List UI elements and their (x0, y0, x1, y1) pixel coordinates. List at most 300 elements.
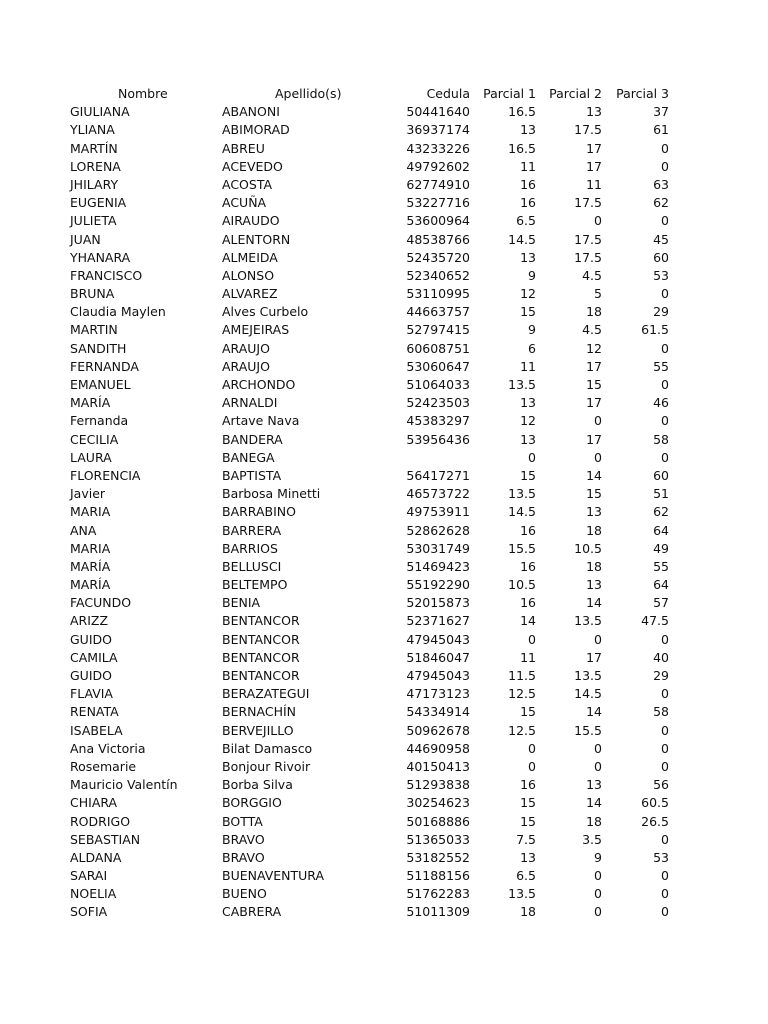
cell-parcial-1: 9 (528, 267, 536, 283)
cell-apellido: BERNACHÍN (222, 704, 297, 720)
cell-cedula: 62774910 (406, 176, 470, 192)
cell-cedula: 47173123 (406, 686, 470, 702)
table-row (0, 176, 768, 194)
cell-parcial-1: 16.5 (508, 104, 536, 120)
cell-parcial-2: 13 (586, 104, 602, 120)
table-row (0, 522, 768, 540)
cell-parcial-2: 0 (594, 758, 602, 774)
cell-cedula: 51762283 (406, 886, 470, 902)
cell-cedula: 52797415 (406, 322, 470, 338)
cell-parcial-1: 14 (520, 613, 536, 629)
cell-apellido: ARCHONDO (222, 377, 296, 392)
cell-nombre: SOFIA (70, 904, 108, 920)
cell-parcial-1: 13 (520, 431, 536, 447)
cell-apellido: BRAVO (222, 831, 265, 847)
table-row (0, 740, 768, 758)
cell-parcial-3: 0 (661, 213, 669, 229)
header-parcial-2: Parcial 2 (549, 86, 602, 101)
cell-cedula: 30254623 (406, 795, 470, 811)
cell-parcial-2: 14 (586, 467, 602, 483)
cell-apellido: CABRERA (222, 904, 282, 920)
cell-parcial-2: 18 (586, 304, 602, 320)
cell-apellido: BRAVO (222, 849, 265, 865)
table-row (0, 612, 768, 630)
cell-parcial-1: 13.5 (508, 377, 536, 392)
table-row (0, 103, 768, 121)
cell-parcial-3: 45 (653, 231, 669, 247)
cell-parcial-1: 16 (520, 176, 536, 192)
cell-parcial-1: 14.5 (508, 504, 536, 520)
cell-parcial-3: 61 (653, 122, 669, 138)
cell-cedula: 44663757 (406, 304, 470, 320)
cell-apellido: Artave Nava (222, 413, 300, 429)
cell-cedula: 53031749 (406, 540, 470, 556)
cell-parcial-3: 63 (653, 176, 669, 192)
cell-cedula: 47945043 (406, 668, 470, 683)
cell-nombre: Mauricio Valentín (70, 777, 178, 793)
table-row (0, 903, 768, 921)
cell-cedula: 55192290 (406, 577, 470, 593)
cell-nombre: MARIA (70, 504, 111, 520)
cell-apellido: BUENO (222, 886, 267, 902)
cell-parcial-1: 16 (520, 595, 536, 611)
cell-parcial-3: 60 (653, 467, 669, 483)
cell-parcial-3: 62 (653, 195, 669, 211)
header-nombre: Nombre (118, 86, 168, 101)
cell-cedula: 56417271 (406, 467, 470, 483)
grades-sheet (0, 85, 768, 922)
cell-nombre: JHILARY (70, 176, 119, 192)
cell-nombre: MARTÍN (70, 140, 118, 156)
cell-cedula: 53182552 (406, 849, 470, 865)
cell-parcial-2: 13.5 (574, 668, 602, 683)
cell-apellido: BELLUSCI (222, 558, 282, 574)
cell-apellido: ARNALDI (222, 395, 278, 411)
cell-parcial-1: 7.5 (516, 831, 536, 847)
cell-parcial-1: 12 (520, 286, 536, 302)
cell-parcial-1: 13 (520, 395, 536, 411)
cell-parcial-1: 13 (520, 849, 536, 865)
cell-apellido: BARRERA (222, 522, 282, 538)
table-row (0, 558, 768, 576)
cell-nombre: Claudia Maylen (70, 304, 166, 320)
table-row (0, 358, 768, 376)
cell-nombre: NOELIA (70, 886, 117, 902)
cell-nombre: JULIETA (70, 213, 117, 229)
cell-nombre: YHANARA (70, 249, 131, 265)
cell-parcial-3: 60.5 (641, 795, 669, 811)
cell-parcial-3: 46 (653, 395, 669, 411)
cell-parcial-1: 13 (520, 249, 536, 265)
cell-cedula: 51293838 (406, 777, 470, 793)
cell-cedula: 52862628 (406, 522, 470, 538)
cell-apellido: BENTANCOR (222, 649, 300, 665)
cell-nombre: Ana Victoria (70, 740, 146, 756)
cell-parcial-3: 0 (661, 722, 669, 738)
cell-apellido: BANDERA (222, 431, 283, 447)
cell-parcial-3: 0 (661, 868, 669, 884)
cell-cedula: 36937174 (406, 122, 470, 138)
cell-apellido: AIRAUDO (222, 213, 280, 229)
cell-parcial-2: 17 (586, 158, 602, 174)
table-row (0, 831, 768, 849)
cell-cedula: 51846047 (406, 649, 470, 665)
cell-cedula: 54334914 (406, 704, 470, 720)
cell-nombre: SANDITH (70, 340, 127, 356)
cell-nombre: RODRIGO (70, 813, 131, 829)
cell-parcial-2: 15 (586, 377, 602, 392)
cell-nombre: MARIA (70, 540, 111, 556)
cell-parcial-2: 0 (594, 904, 602, 920)
cell-parcial-2: 0 (594, 868, 602, 884)
cell-parcial-2: 10.5 (574, 540, 602, 556)
cell-parcial-1: 13.5 (508, 886, 536, 902)
table-row (0, 231, 768, 249)
cell-parcial-2: 13 (586, 777, 602, 793)
cell-parcial-3: 0 (661, 413, 669, 429)
table-row (0, 467, 768, 485)
table-row (0, 340, 768, 358)
cell-nombre: MARTIN (70, 322, 118, 338)
cell-parcial-1: 6 (528, 340, 536, 356)
cell-apellido: BANEGA (222, 449, 275, 465)
cell-parcial-1: 12 (520, 413, 536, 429)
cell-parcial-3: 0 (661, 340, 669, 356)
cell-parcial-2: 9 (594, 849, 602, 865)
cell-parcial-2: 13.5 (574, 613, 602, 629)
cell-apellido: Alves Curbelo (222, 304, 309, 320)
cell-parcial-3: 0 (661, 158, 669, 174)
cell-nombre: FACUNDO (70, 595, 132, 611)
table-row (0, 376, 768, 394)
cell-parcial-2: 12 (586, 340, 602, 356)
cell-parcial-3: 61.5 (641, 322, 669, 338)
cell-apellido: ARAUJO (222, 340, 270, 356)
table-row (0, 158, 768, 176)
cell-parcial-2: 17.5 (574, 231, 602, 247)
cell-parcial-3: 29 (653, 668, 669, 683)
cell-parcial-3: 0 (661, 140, 669, 156)
cell-parcial-1: 15.5 (508, 540, 536, 556)
cell-cedula: 50441640 (406, 104, 470, 120)
table-row (0, 885, 768, 903)
cell-parcial-1: 15 (520, 813, 536, 829)
cell-parcial-2: 3.5 (582, 831, 602, 847)
cell-parcial-2: 18 (586, 522, 602, 538)
cell-parcial-3: 47.5 (641, 613, 669, 629)
table-row (0, 776, 768, 794)
table-row (0, 576, 768, 594)
cell-nombre: FERNANDA (70, 358, 139, 374)
cell-parcial-2: 17 (586, 649, 602, 665)
cell-parcial-1: 13 (520, 122, 536, 138)
cell-nombre: MARÍA (70, 395, 111, 411)
table-row (0, 285, 768, 303)
cell-nombre: GUIDO (70, 668, 112, 683)
table-row (0, 431, 768, 449)
cell-cedula: 40150413 (406, 758, 470, 774)
cell-parcial-1: 15 (520, 467, 536, 483)
cell-apellido: ABIMORAD (222, 122, 290, 138)
cell-parcial-3: 0 (661, 377, 669, 392)
cell-parcial-3: 0 (661, 286, 669, 302)
table-row (0, 813, 768, 831)
cell-parcial-1: 18 (520, 904, 536, 920)
cell-parcial-2: 17.5 (574, 122, 602, 138)
cell-apellido: BENTANCOR (222, 613, 300, 629)
cell-parcial-3: 0 (661, 740, 669, 756)
table-row (0, 594, 768, 612)
cell-parcial-1: 11.5 (508, 668, 536, 683)
table-row (0, 540, 768, 558)
cell-parcial-3: 56 (653, 777, 669, 793)
cell-parcial-2: 15 (586, 486, 602, 502)
cell-parcial-2: 17 (586, 395, 602, 411)
cell-parcial-1: 13.5 (508, 486, 536, 502)
cell-apellido: BORGGIO (222, 795, 282, 811)
cell-parcial-3: 55 (653, 358, 669, 374)
cell-parcial-3: 53 (653, 849, 669, 865)
cell-nombre: LAURA (70, 449, 112, 465)
cell-apellido: BERVEJILLO (222, 722, 294, 738)
cell-nombre: MARÍA (70, 577, 111, 593)
cell-parcial-1: 11 (520, 358, 536, 374)
table-row (0, 412, 768, 430)
student-rows (0, 103, 768, 921)
cell-parcial-3: 64 (653, 577, 669, 593)
cell-cedula: 47945043 (406, 631, 470, 647)
cell-nombre: Javier (70, 486, 106, 502)
cell-cedula: 46573722 (406, 486, 470, 502)
cell-cedula: 51469423 (406, 558, 470, 574)
table-row (0, 194, 768, 212)
cell-apellido: BOTTA (222, 813, 263, 829)
table-row (0, 503, 768, 521)
cell-apellido: ABANONI (222, 104, 280, 120)
cell-nombre: ANA (70, 522, 97, 538)
cell-nombre: JUAN (70, 231, 101, 247)
cell-cedula: 51188156 (406, 868, 470, 884)
cell-cedula: 52423503 (406, 395, 470, 411)
cell-parcial-2: 0 (594, 449, 602, 465)
cell-cedula: 51365033 (406, 831, 470, 847)
cell-cedula: 53600964 (406, 213, 470, 229)
cell-parcial-3: 53 (653, 267, 669, 283)
table-row (0, 249, 768, 267)
cell-nombre: GIULIANA (70, 104, 130, 120)
cell-parcial-1: 6.5 (516, 213, 536, 229)
cell-parcial-3: 0 (661, 831, 669, 847)
cell-nombre: RENATA (70, 704, 119, 720)
cell-parcial-1: 15 (520, 704, 536, 720)
cell-apellido: BENTANCOR (222, 631, 300, 647)
cell-parcial-2: 13 (586, 577, 602, 593)
cell-parcial-2: 17.5 (574, 195, 602, 211)
cell-parcial-1: 11 (520, 158, 536, 174)
cell-parcial-3: 62 (653, 504, 669, 520)
cell-nombre: LORENA (70, 158, 121, 174)
cell-parcial-2: 0 (594, 631, 602, 647)
table-row (0, 212, 768, 230)
cell-nombre: GUIDO (70, 631, 112, 647)
cell-parcial-3: 37 (653, 104, 669, 120)
cell-parcial-2: 0 (594, 886, 602, 902)
cell-parcial-3: 26.5 (641, 813, 669, 829)
cell-apellido: BUENAVENTURA (222, 868, 325, 884)
cell-parcial-3: 49 (653, 540, 669, 556)
cell-parcial-3: 0 (661, 904, 669, 920)
table-row (0, 758, 768, 776)
cell-parcial-2: 0 (594, 740, 602, 756)
cell-apellido: Borba Silva (222, 777, 293, 793)
cell-nombre: Rosemarie (70, 758, 137, 774)
cell-parcial-1: 6.5 (516, 868, 536, 884)
header-row (0, 85, 768, 103)
cell-parcial-1: 10.5 (508, 577, 536, 593)
cell-apellido: ACOSTA (222, 176, 273, 192)
cell-parcial-1: 0 (528, 740, 536, 756)
cell-parcial-3: 0 (661, 449, 669, 465)
cell-parcial-3: 0 (661, 631, 669, 647)
table-row (0, 685, 768, 703)
cell-parcial-1: 9 (528, 322, 536, 338)
table-row (0, 485, 768, 503)
cell-parcial-2: 17.5 (574, 249, 602, 265)
table-row (0, 140, 768, 158)
cell-parcial-1: 0 (528, 758, 536, 774)
cell-nombre: ISABELA (70, 722, 123, 738)
cell-cedula: 53956436 (406, 431, 470, 447)
table-row (0, 267, 768, 285)
cell-nombre: SARAI (70, 868, 108, 884)
cell-apellido: BELTEMPO (222, 577, 288, 593)
cell-cedula: 45383297 (406, 413, 470, 429)
cell-parcial-1: 15 (520, 304, 536, 320)
cell-nombre: ALDANA (70, 849, 122, 865)
cell-apellido: Bonjour Rivoir (222, 758, 311, 774)
cell-apellido: BARRABINO (222, 504, 296, 520)
cell-apellido: ALMEIDA (222, 249, 278, 265)
cell-parcial-2: 4.5 (582, 322, 602, 338)
cell-parcial-1: 14.5 (508, 231, 536, 247)
cell-apellido: ALONSO (222, 267, 275, 283)
cell-nombre: YLIANA (70, 122, 115, 138)
cell-parcial-2: 0 (594, 413, 602, 429)
cell-parcial-3: 58 (653, 704, 669, 720)
cell-parcial-2: 18 (586, 558, 602, 574)
cell-parcial-2: 5 (594, 286, 602, 302)
cell-parcial-2: 13 (586, 504, 602, 520)
cell-parcial-2: 14.5 (574, 686, 602, 702)
cell-nombre: FLORENCIA (70, 467, 141, 483)
cell-parcial-2: 14 (586, 795, 602, 811)
table-row (0, 121, 768, 139)
cell-parcial-3: 0 (661, 758, 669, 774)
table-row (0, 649, 768, 667)
cell-cedula: 48538766 (406, 231, 470, 247)
header-apellido: Apellido(s) (275, 86, 342, 101)
cell-parcial-2: 17 (586, 358, 602, 374)
table-row (0, 449, 768, 467)
cell-cedula: 52015873 (406, 595, 470, 611)
cell-cedula: 50962678 (406, 722, 470, 738)
cell-nombre: BRUNA (70, 286, 115, 302)
cell-apellido: Bilat Damasco (222, 740, 313, 756)
table-row (0, 394, 768, 412)
cell-cedula: 51064033 (406, 377, 470, 392)
cell-nombre: SEBASTIAN (70, 831, 141, 847)
cell-apellido: AMEJEIRAS (222, 322, 290, 338)
cell-nombre: FLAVIA (70, 686, 113, 702)
header-cedula: Cedula (426, 86, 470, 101)
cell-apellido: ALENTORN (222, 231, 291, 247)
cell-apellido: BAPTISTA (222, 467, 282, 483)
table-row (0, 849, 768, 867)
cell-cedula: 44690958 (406, 740, 470, 756)
table-row (0, 794, 768, 812)
cell-cedula: 53227716 (406, 195, 470, 211)
cell-parcial-3: 57 (653, 595, 669, 611)
cell-parcial-1: 16 (520, 195, 536, 211)
cell-cedula: 43233226 (406, 140, 470, 156)
cell-apellido: ACUÑA (222, 195, 267, 211)
cell-parcial-2: 14 (586, 704, 602, 720)
cell-parcial-2: 18 (586, 813, 602, 829)
cell-nombre: EMANUEL (70, 377, 131, 392)
cell-nombre: ARIZZ (70, 613, 109, 629)
cell-parcial-1: 16.5 (508, 140, 536, 156)
cell-parcial-1: 16 (520, 522, 536, 538)
cell-cedula: 60608751 (406, 340, 470, 356)
cell-parcial-1: 0 (528, 449, 536, 465)
cell-parcial-3: 51 (653, 486, 669, 502)
cell-cedula: 51011309 (406, 904, 470, 920)
cell-parcial-3: 0 (661, 886, 669, 902)
cell-parcial-2: 15.5 (574, 722, 602, 738)
cell-apellido: ACEVEDO (222, 158, 283, 174)
cell-cedula: 53060647 (406, 358, 470, 374)
cell-parcial-2: 0 (594, 213, 602, 229)
cell-cedula: 52371627 (406, 613, 470, 629)
cell-parcial-3: 0 (661, 686, 669, 702)
header-parcial-1: Parcial 1 (483, 86, 536, 101)
table-row (0, 703, 768, 721)
table-row (0, 631, 768, 649)
cell-apellido: BENTANCOR (222, 668, 300, 683)
cell-parcial-3: 58 (653, 431, 669, 447)
cell-apellido: ALVAREZ (222, 286, 278, 302)
cell-parcial-2: 4.5 (582, 267, 602, 283)
cell-apellido: BERAZATEGUI (222, 686, 310, 702)
cell-nombre: FRANCISCO (70, 267, 143, 283)
table-row (0, 303, 768, 321)
cell-parcial-2: 17 (586, 140, 602, 156)
table-row (0, 667, 768, 685)
cell-nombre: EUGENIA (70, 195, 127, 211)
cell-apellido: BENIA (222, 595, 261, 611)
cell-apellido: ARAUJO (222, 358, 270, 374)
cell-nombre: CHIARA (70, 795, 118, 811)
table-row (0, 867, 768, 885)
cell-parcial-2: 14 (586, 595, 602, 611)
cell-parcial-1: 12.5 (508, 686, 536, 702)
cell-apellido: Barbosa Minetti (222, 486, 321, 502)
cell-parcial-1: 12.5 (508, 722, 536, 738)
table-row (0, 321, 768, 339)
cell-cedula: 49792602 (406, 158, 470, 174)
cell-parcial-1: 16 (520, 558, 536, 574)
cell-nombre: MARÍA (70, 558, 111, 574)
